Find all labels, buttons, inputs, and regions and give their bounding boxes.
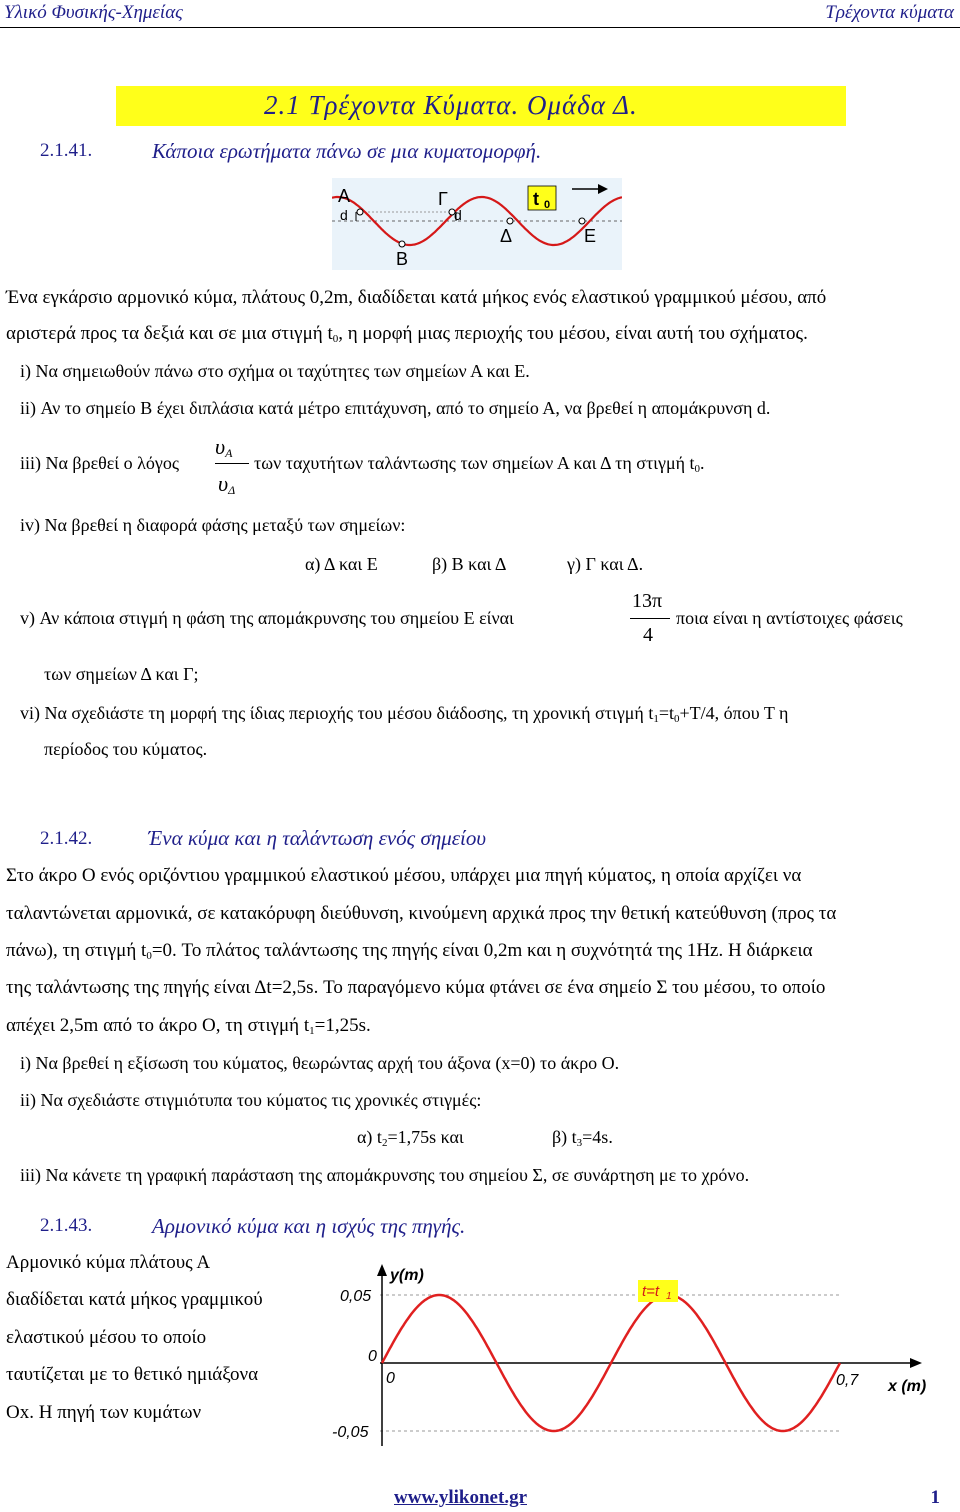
label-b: B: [396, 249, 409, 269]
ex42-line2: ταλαντώνεται αρμονικά, σε κατακόρυφη διεύθυνση, κινούμενη αρχικά προς την θετική κατεύθυνση (προς τα: [6, 903, 837, 924]
exercise-number: 2.1.42.: [40, 828, 93, 849]
y-tick-bottom: -0,05: [332, 1424, 369, 1441]
ex41-question-vi: vi) Να σχεδιάστε τη μορφή της ίδιας περιοχής του μέσου διάδοσης, τη χρονική στιγμή $t_1=t_0+T/4$, όπου Τ η: [20, 703, 789, 725]
ex43-line1: Αρμονικό κύμα πλάτους Α: [6, 1252, 211, 1273]
ex41-paragraph-line2: αριστερά προς τα δεξιά και σε μια στιγμή $t_0$, η μορφή μιας περιοχής του μέσου, είναι αυτή του σχήματος.: [6, 323, 808, 345]
ex41-paragraph-line1: Ένα εγκάρσιο αρμονικό κύμα, πλάτους 0,2m, διαδίδεται κατά μήκος ενός ελαστικού γραμμικού μέσου, από: [6, 287, 827, 308]
wave-graph: [330, 1260, 950, 1450]
ex42-line1: Στο άκρο Ο ενός οριζόντιου γραμμικού ελαστικού μέσου, υπάρχει μια πηγή κύματος, η οποία αρχίζει να: [6, 865, 802, 886]
time-label-t: t: [533, 189, 539, 209]
page-number: 1: [930, 1487, 940, 1508]
label-delta: Δ: [500, 226, 513, 246]
ex43-line5: Οx. Η πηγή των κυμάτων: [6, 1402, 202, 1423]
phase-numerator: 13π: [632, 590, 663, 612]
label-d-right: d: [454, 207, 462, 223]
point-d: [507, 218, 513, 224]
ex41-question-v-cont: των σημείων Δ και Γ;: [44, 664, 199, 684]
ex41-question-iv: iv) Να βρεθεί η διαφορά φάσης μεταξύ των σημείων:: [20, 515, 406, 535]
x-axis-label: x (m): [888, 1378, 927, 1395]
y-tick-top: 0,05: [340, 1288, 372, 1305]
section-title: 2.1 Τρέχοντα Κύματα. Ομάδα Δ.: [264, 90, 638, 120]
ex42-line5: απέχει 2,5m από το άκρο Ο, τη στιγμή $t_1=1,25s$.: [6, 1015, 371, 1037]
y-axis-arrow: [377, 1264, 387, 1276]
label-d-left: d: [340, 207, 348, 223]
ex43-line4: ταυτίζεται με το θετικό ημιάξονα: [6, 1364, 259, 1385]
point-e: [579, 218, 585, 224]
exercise-number: 2.1.43.: [40, 1215, 93, 1236]
ex41-question-iv-b: β) Β και Δ: [432, 554, 507, 574]
exercise-title: Ένα κύμα και η ταλάντωση ενός σημείου: [148, 826, 487, 850]
point-b: [399, 241, 405, 247]
header-chapter: Τρέχοντα κύματα: [825, 2, 954, 23]
header-divider: [0, 27, 960, 28]
ex41-question-i: i) Να σημειωθούν πάνω στο σχήμα οι ταχύτητες των σημείων Α και Ε.: [20, 361, 530, 381]
ex41-question-iv-a: α) Δ και Ε: [305, 554, 378, 574]
header-subject: Υλικό Φυσικής-Χημείας: [4, 2, 183, 23]
time-label: t=t: [642, 1283, 660, 1300]
ex42-question-i: i) Να βρεθεί η εξίσωση του κύματος, θεωρώντας αρχή του άξονα (x=0) το άκρο Ο.: [20, 1053, 620, 1073]
x-tick-end: 0,7: [836, 1372, 859, 1389]
ex42-question-ii-b: β) $t_3=4s$.: [552, 1127, 613, 1149]
phase-denominator: 4: [643, 624, 653, 646]
ex42-line4: της ταλάντωσης της πηγής είναι Δt=2,5s. Το παραγόμενο κύμα φτάνει σε ένα σημείο Σ του μέσου, το οποίο: [6, 977, 826, 998]
ex43-line3: ελαστικού μέσου το οποίο: [6, 1327, 207, 1348]
ex41-question-ii: ii) Αν το σημείο Β έχει διπλάσια κατά μέτρο επιτάχυνση, από το σημείο Α, να βρεθεί η απομάκρυνση d.: [20, 398, 771, 418]
ex41-question-iv-c: γ) Γ και Δ.: [567, 554, 644, 574]
waveform-figure: [332, 178, 622, 270]
phase-bar: [630, 618, 670, 619]
time-label-sub: 1: [666, 1291, 672, 1302]
ex43-line2: διαδίδεται κατά μήκος γραμμικού: [6, 1289, 263, 1310]
y-axis-label: y(m): [390, 1267, 424, 1284]
ex42-question-ii: ii) Να σχεδιάστε στιγμιότυπα του κύματος τις χρονικές στιγμές:: [20, 1090, 482, 1110]
ex41-question-vi-cont: περίοδος του κύματος.: [44, 739, 208, 759]
ex41-question-iii-text: των ταχυτήτων ταλάντωσης των σημείων Α και Δ τη στιγμή $t_0$.: [254, 453, 705, 475]
ex42-question-ii-a: α) $t_2=1,75s$ και: [357, 1127, 464, 1149]
exercise-title: Αρμονικό κύμα και η ισχύς της πηγής.: [152, 1214, 466, 1238]
ex41-question-v-end: ποια είναι η αντίστοιχες φάσεις: [676, 608, 903, 628]
ratio-denominator: $\upsilon_\Delta$: [218, 471, 236, 497]
time-label-sub: 0: [544, 199, 551, 211]
y-tick-mid: 0: [368, 1348, 377, 1365]
ex42-question-iii: iii) Να κάνετε τη γραφική παράσταση της απομάκρυνσης του σημείου Σ, σε συνάρτηση με το χρόνο.: [20, 1165, 750, 1185]
label-g: Γ: [438, 189, 448, 209]
ex41-question-iii-lead: iii) Να βρεθεί ο λόγος: [20, 453, 179, 473]
ex41-question-v-lead: v) Αν κάποια στιγμή η φάση της απομάκρυνσης του σημείου Ε είναι: [20, 608, 514, 628]
exercise-number: 2.1.41.: [40, 140, 93, 161]
footer-url[interactable]: www.ylikonet.gr: [394, 1487, 527, 1508]
section-banner: [116, 86, 846, 126]
label-a: A: [338, 186, 351, 206]
x-tick-origin: 0: [386, 1370, 395, 1387]
ratio-numerator: $\upsilon_A$: [215, 434, 233, 460]
ratio-bar: [215, 463, 249, 464]
label-e: E: [584, 226, 597, 246]
point-a: [357, 209, 363, 215]
x-axis-arrow: [910, 1358, 922, 1368]
exercise-title: Κάποια ερωτήματα πάνω σε μια κυματομορφή.: [152, 139, 542, 163]
ex42-line3: πάνω), τη στιγμή $t_0=0$. Το πλάτος ταλάντωσης της πηγής είναι 0,2m και η συχνότητά της 1Hz. Η διάρκεια: [6, 940, 813, 962]
